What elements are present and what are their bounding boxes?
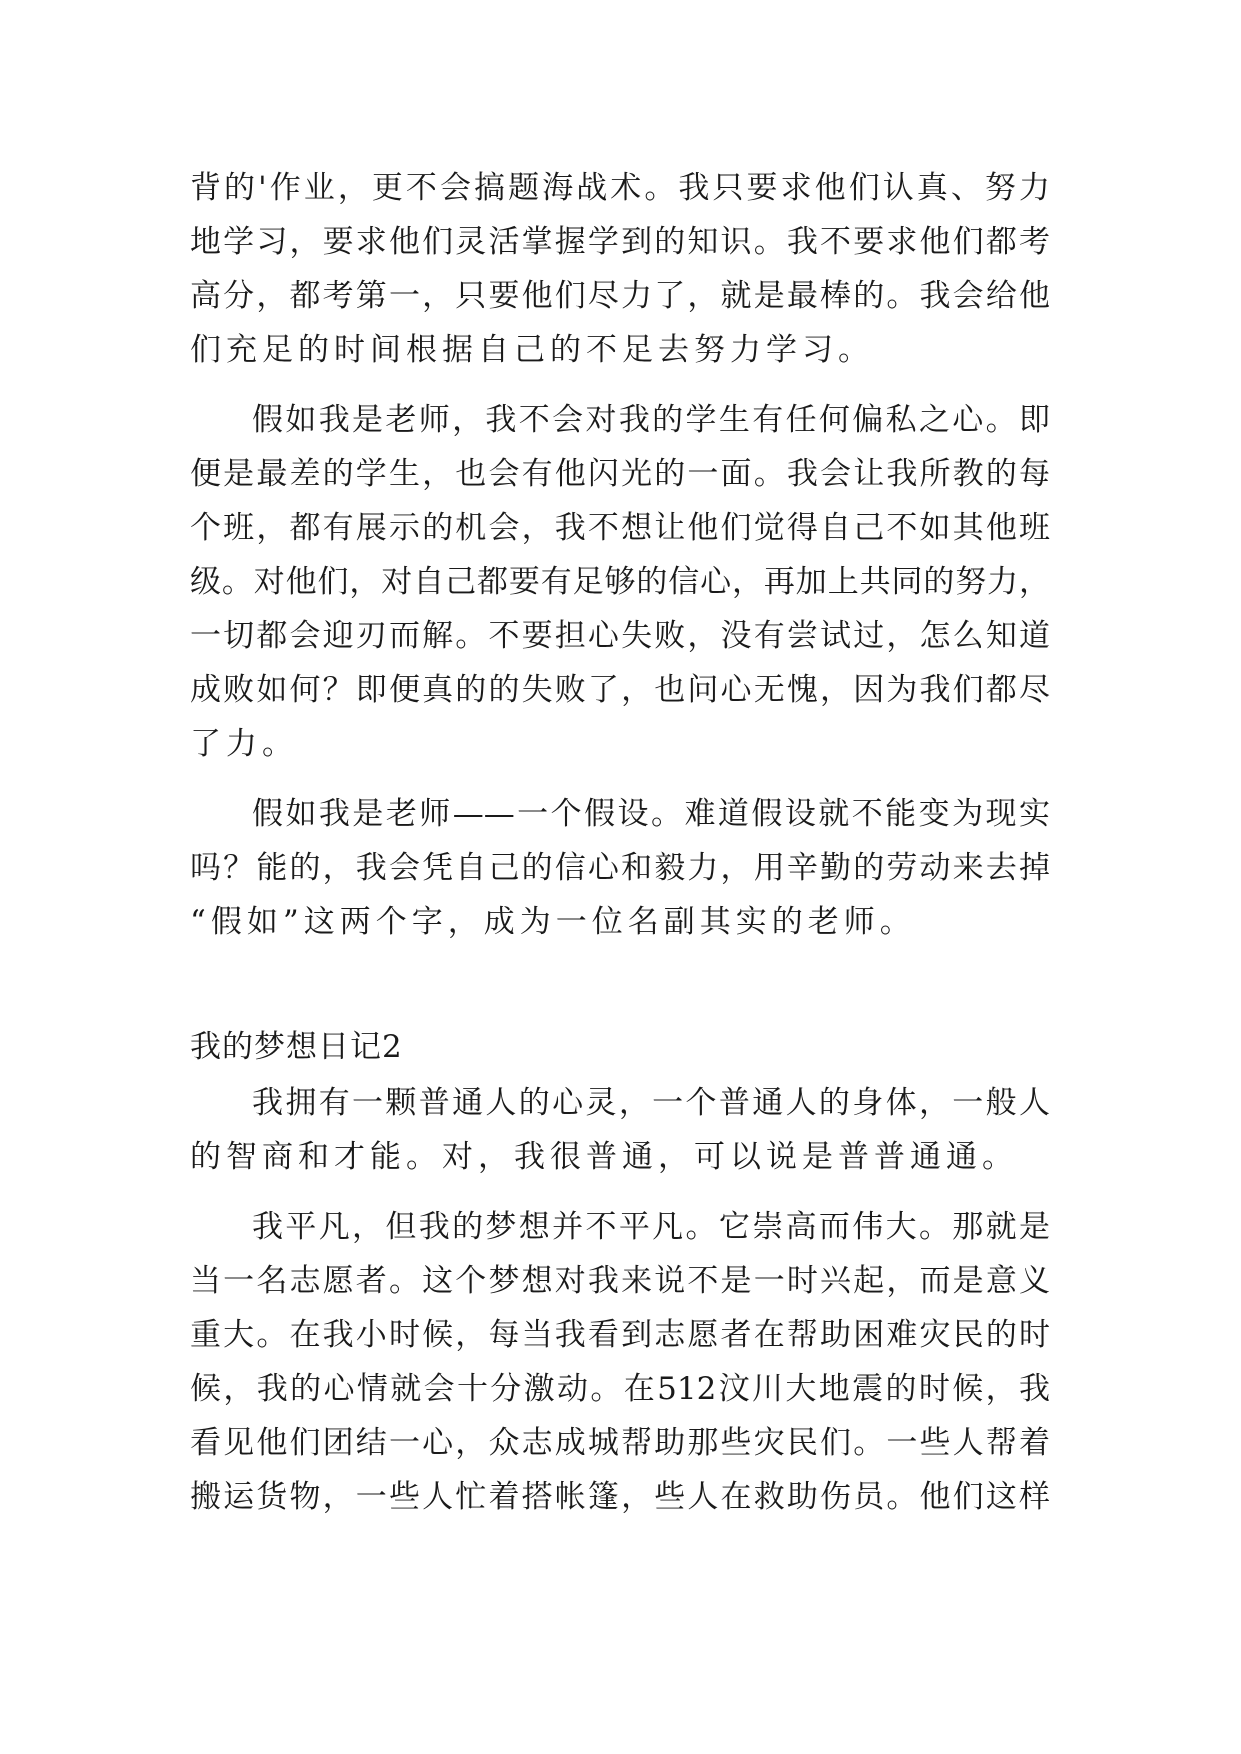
paragraph-line: 看见他们团结一心，众志成城帮助那些灾民们。一些人帮着 [190,1425,1050,1461]
paragraph-line: 当一名志愿者。这个梦想对我来说不是一时兴起，而是意义 [190,1263,1050,1299]
paragraph-line: “假如”这两个字，成为一位名副其实的老师。 [190,904,916,940]
paragraph-line: 搬运货物，一些人忙着搭帐篷，些人在救助伤员。他们这样 [190,1479,1050,1515]
paragraph-line: 假如我是老师，我不会对我的学生有任何偏私之心。即 [252,402,1050,438]
section-heading: 我的梦想日记2 [190,1029,403,1065]
paragraph-line: 们充足的时间根据自己的不足去努力学习。 [190,332,874,368]
paragraph-line: 我拥有一颗普通人的心灵，一个普通人的身体，一般人 [252,1085,1050,1121]
paragraph-line: 假如我是老师——一个假设。难道假设就不能变为现实 [252,796,1050,832]
paragraph-line: 了力。 [190,726,298,762]
paragraph-line: 吗？能的，我会凭自己的信心和毅力，用辛勤的劳动来去掉 [190,850,1050,886]
paragraph-line: 高分，都考第一，只要他们尽力了，就是最棒的。我会给他 [190,278,1050,314]
paragraph-line: 我平凡，但我的梦想并不平凡。它崇高而伟大。那就是 [252,1209,1050,1245]
paragraph-line: 个班，都有展示的机会，我不想让他们觉得自己不如其他班 [190,510,1050,546]
paragraph-line: 便是最差的学生，也会有他闪光的一面。我会让我所教的每 [190,456,1050,492]
paragraph-line: 重大。在我小时候，每当我看到志愿者在帮助困难灾民的时 [190,1317,1050,1353]
paragraph-line: 一切都会迎刃而解。不要担心失败，没有尝试过，怎么知道 [190,618,1050,654]
paragraph-line: 候，我的心情就会十分激动。在512汶川大地震的时候，我 [190,1371,1050,1407]
paragraph-line: 背的'作业，更不会搞题海战术。我只要求他们认真、努力 [190,170,1050,206]
paragraph-line: 地学习，要求他们灵活掌握学到的知识。我不要求他们都考 [190,224,1050,260]
paragraph-line: 的智商和才能。对，我很普通，可以说是普普通通。 [190,1139,1018,1175]
paragraph-line: 成败如何？即便真的的失败了，也问心无愧，因为我们都尽 [190,672,1050,708]
paragraph-line: 级。对他们，对自己都要有足够的信心，再加上共同的努力， [190,564,1050,600]
